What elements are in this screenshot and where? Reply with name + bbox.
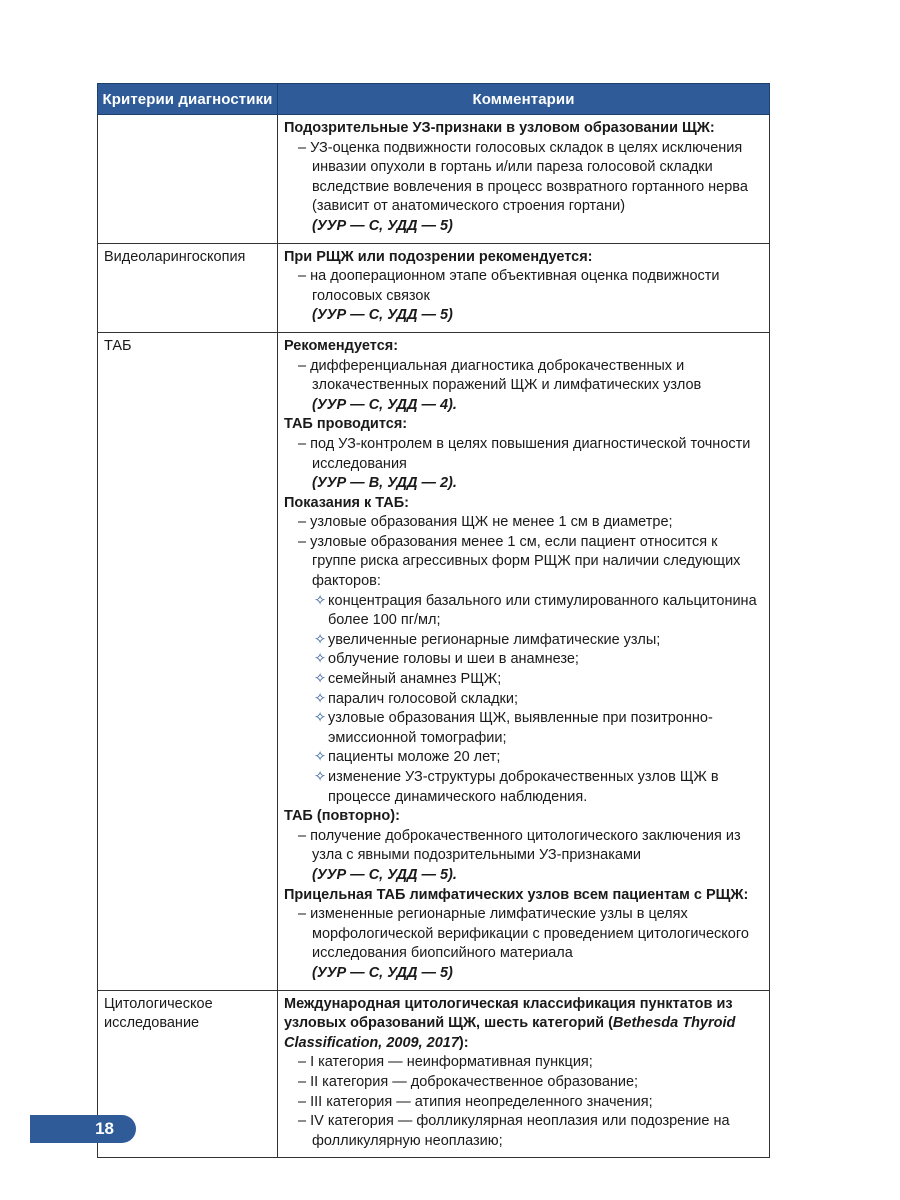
evidence-level: (УУР — С, УДД — 5) [312,217,453,234]
comment-cell [278,243,770,332]
section-heading: ТАБ проводится: [284,416,408,433]
list-item: – на дооперационном этапе объективная оценка подвижности голосовых связок [298,268,720,304]
diamond-bullet-icon: ✧ [314,631,327,648]
diamond-bullet-icon: ✧ [314,769,327,785]
comment-cell [278,115,770,244]
list-item: – IV категория — фолликулярная неоплазия или подозрение на фолликулярную неоплазию; [298,1113,730,1149]
list-item: – II категория — доброкачественное образование; [298,1073,639,1090]
table-row [98,332,770,990]
table-row [98,990,770,1158]
header-comments: Комментарии [278,84,770,115]
evidence-level: (УУР — С, УДД — 5) [312,964,453,981]
list-item: – УЗ-оценка подвижности голосовых складок в целях исключения инвазии опухоли в гортань и/или пареза голосовой складки вследствие вовлечения в процесс возвратного гортанного нерва (зависит от анатомического строения гортани) [298,139,748,215]
diamond-bullet-icon: ✧ [314,671,327,688]
list-item: – III категория — атипия неопределенного значения; [298,1093,653,1110]
list-item: – измененные регионарные лимфатические узлы в целях морфологической верификации с проведением цитологического исследования биопсийного материала [298,906,749,962]
list-item: – дифференциальная диагностика доброкачественных и злокачественных поражений ЩЖ и лимфатических узлов [298,357,702,394]
factor-item: ✧ облучение головы и шеи в анамнезе; [284,650,763,670]
factor-item: ✧ изменение УЗ-структуры доброкачественных узлов ЩЖ в процессе динамического наблюдения. [314,769,719,805]
section-heading: ТАБ (повторно): [284,808,400,825]
section-heading: Подозрительные УЗ-признаки в узловом образовании ЩЖ: [284,120,715,136]
table-row [98,115,770,244]
factor-item: ✧ увеличенные регионарные лимфатические узлы; [284,631,763,651]
list-item: – узловые образования ЩЖ не менее 1 см в диаметре; [298,514,673,531]
table-header-row [98,84,770,115]
comment-cell [278,990,770,1158]
evidence-level: (УУР — С, УДД — 5) [312,307,453,324]
list-item: – под УЗ-контролем в целях повышения диагностической точности исследования [298,435,751,472]
criterion-cell [98,115,278,244]
diamond-bullet-icon: ✧ [314,690,327,707]
section-heading: Международная цитологическая классификация пунктатов из узловых образований ЩЖ, шесть категорий (Bethesda Thyroid Classification, 2009, 2017): [284,995,736,1051]
diamond-bullet-icon: ✧ [314,710,327,727]
list-item: – I категория — неинформативная пункция; [298,1054,593,1071]
evidence-level: (УУР — С, УДД — 5). [312,866,457,883]
evidence-level: (УУР — С, УДД — 4). [312,396,457,413]
diamond-bullet-icon: ✧ [314,749,327,766]
comment-cell [278,332,770,990]
list-item: – получение доброкачественного цитологического заключения из узла с явными подозрительными УЗ-признаками [298,827,741,864]
criterion-cell: Видеоларингоскопия [98,243,278,332]
diamond-bullet-icon: ✧ [314,592,327,609]
factor-item: ✧ паралич голосовой складки; [284,690,763,710]
classification-name: Bethesda Thyroid Classification, 2009, 2017 [284,1015,736,1051]
factor-item: ✧ семейный анамнез РЩЖ; [284,670,763,690]
table-row [98,243,770,332]
factor-item: ✧ пациенты моложе 20 лет; [284,748,763,768]
list-item: – узловые образования менее 1 см, если пациент относится к группе риска агрессивных форм РЩЖ при наличии следующих факторов: [298,533,741,590]
section-heading: Прицельная ТАБ лимфатических узлов всем пациентам с РЩЖ: [284,886,749,903]
header-criteria: Критерии диагностики [98,84,278,115]
section-heading: При РЩЖ или подозрении рекомендуется: [284,248,593,265]
section-heading: Показания к ТАБ: [284,494,409,511]
factor-item: ✧ узловые образования ЩЖ, выявленные при позитронно-эмиссионной томографии; [314,710,713,746]
diamond-bullet-icon: ✧ [314,651,327,668]
page-number: 18 [30,1115,136,1143]
factor-item: ✧ концентрация базального или стимулированного кальцитонина более 100 пг/мл; [314,592,757,629]
diagnostic-criteria-table [97,83,770,1158]
evidence-level: (УУР — В, УДД — 2). [312,475,457,492]
section-heading: Рекомендуется: [284,337,399,354]
criterion-cell: ТАБ [98,332,278,990]
criterion-cell: Цитологическое исследование [98,990,278,1158]
